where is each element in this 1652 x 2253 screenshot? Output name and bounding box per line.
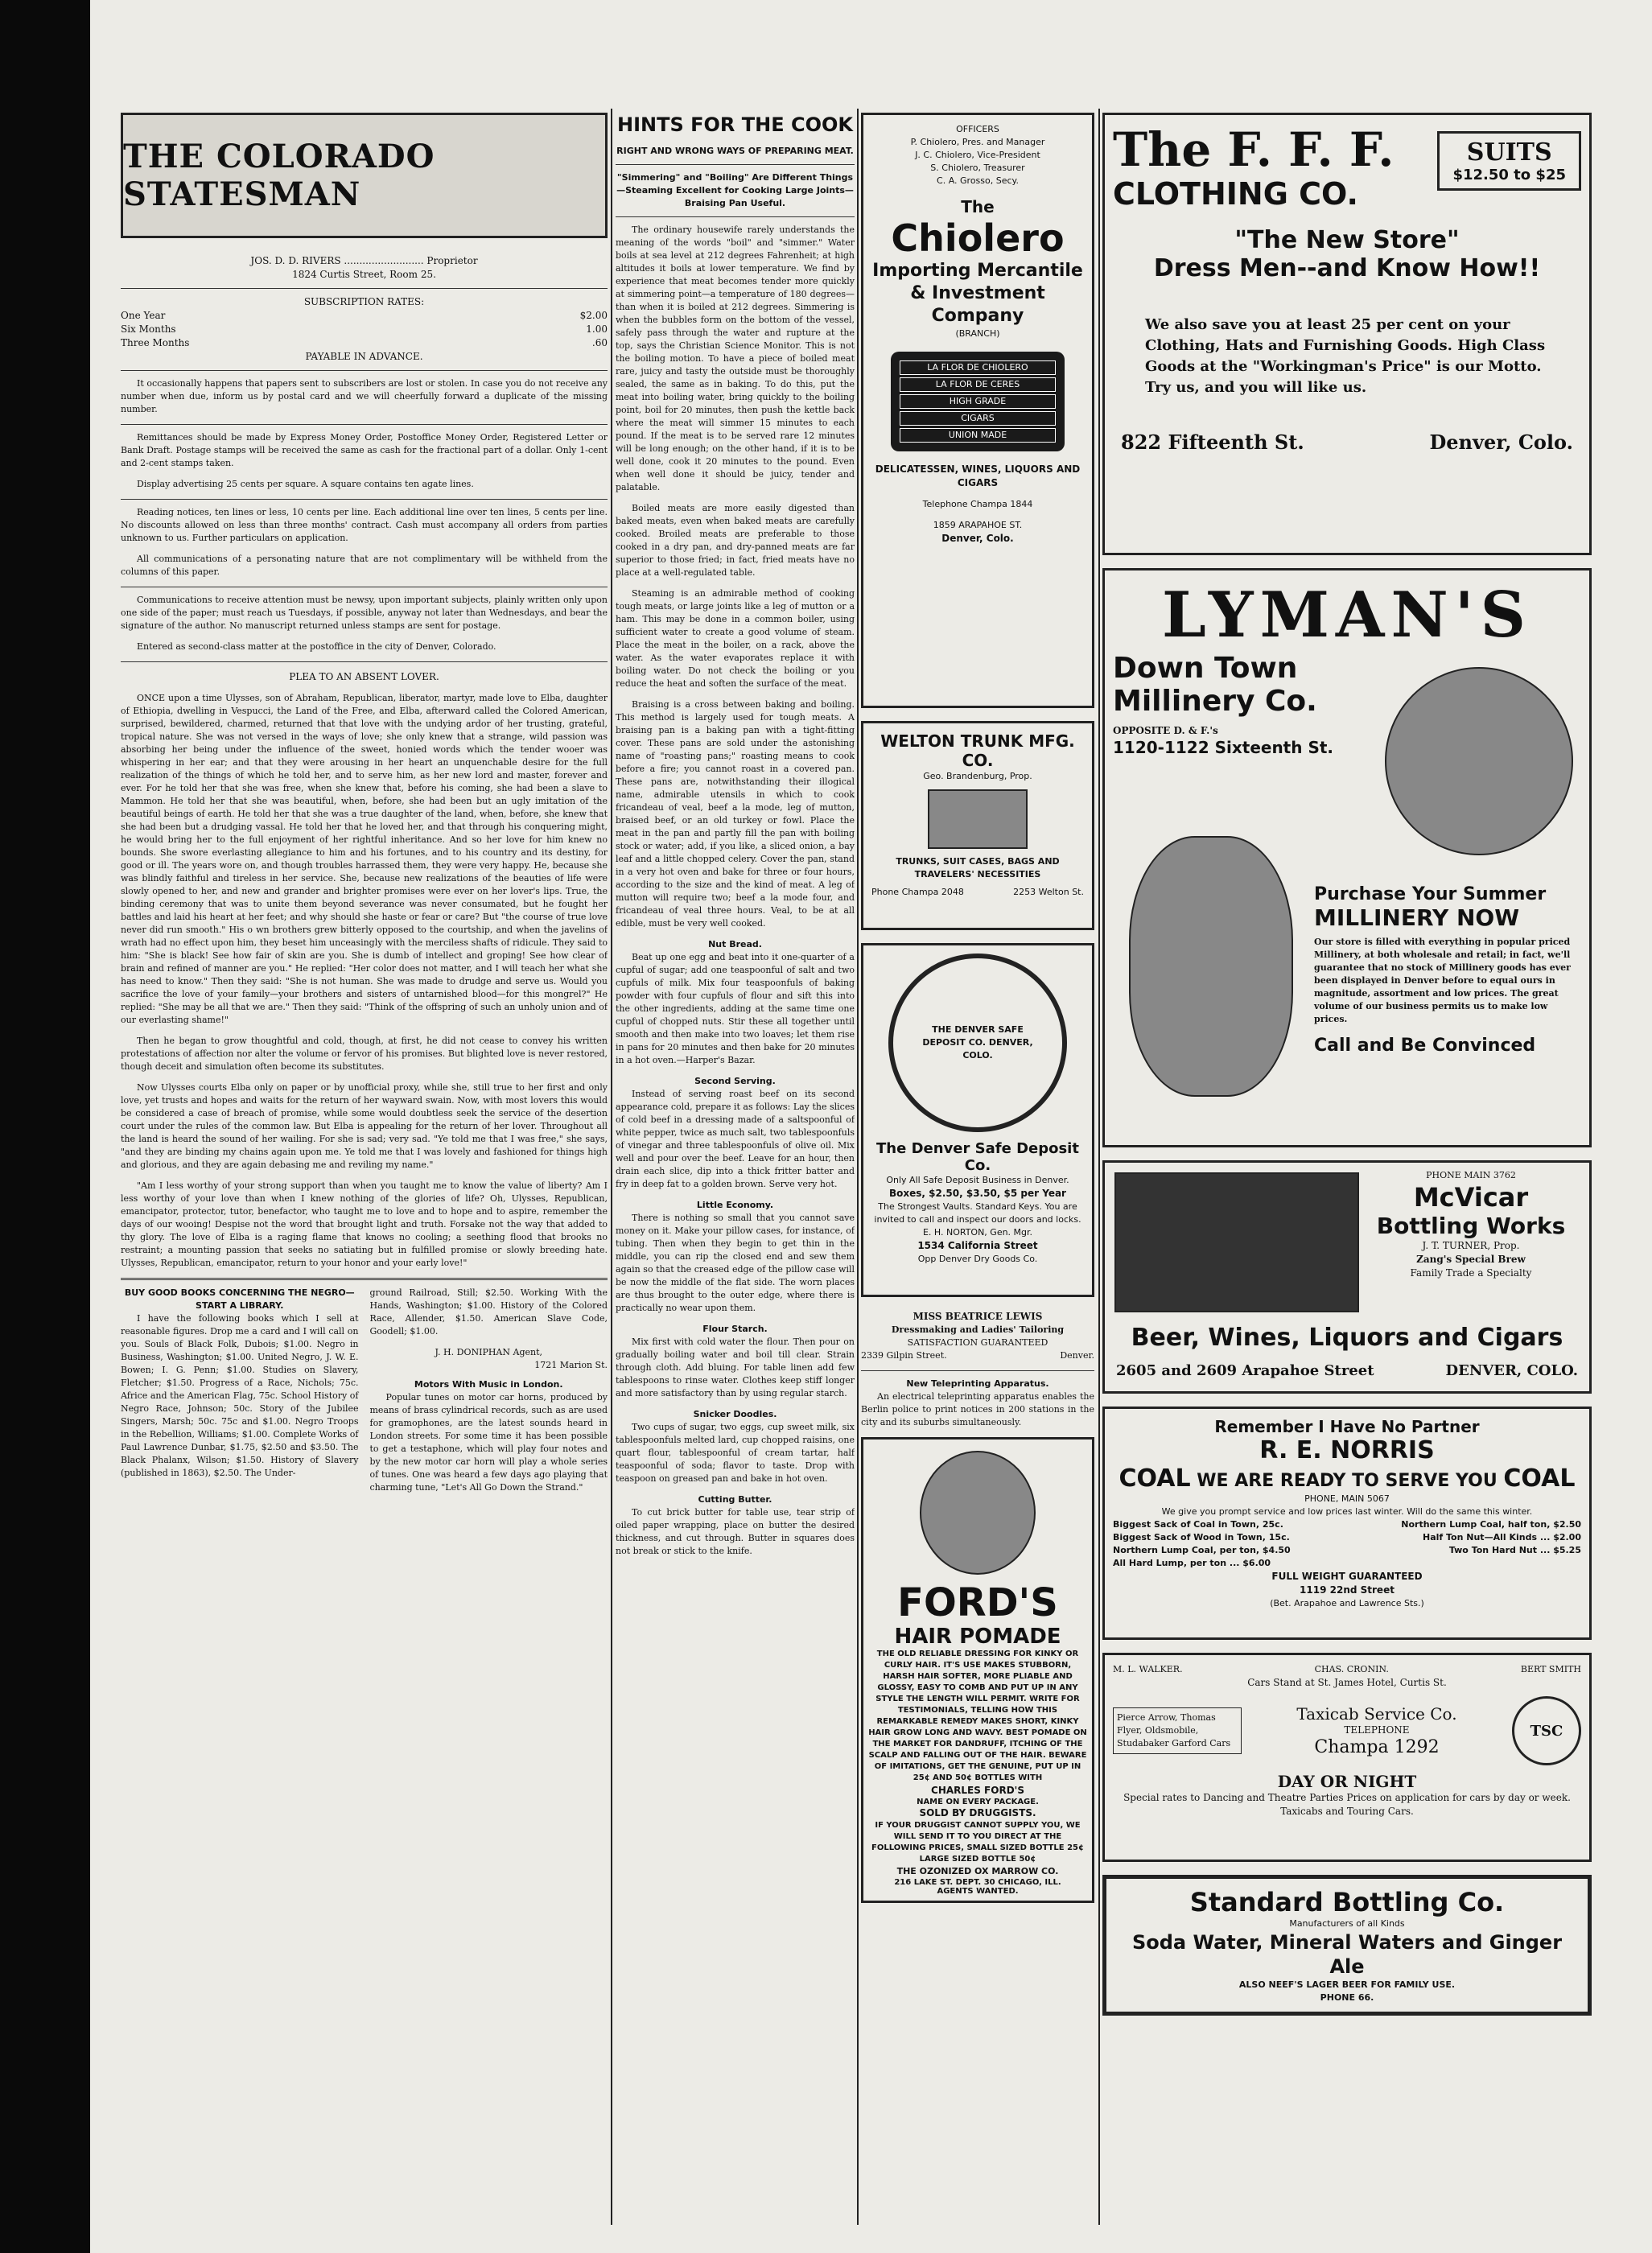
ad-goods: Beer, Wines, Liquors and Cigars: [1131, 1324, 1563, 1352]
masthead-title: THE COLORADO STATESMAN: [123, 138, 435, 213]
fff-clothing-ad: [1102, 113, 1592, 555]
trunk-illustration: [928, 789, 1028, 849]
ad-stand: Cars Stand at St. James Hotel, Curtis St.: [1247, 1677, 1447, 1688]
recipe-title: Nut Bread.: [708, 939, 762, 949]
recipe-title: Second Serving.: [694, 1076, 776, 1086]
column-rule: [1098, 109, 1100, 2225]
ad-company-name: The Denver Safe Deposit Co.: [876, 1140, 1079, 1174]
ad-address: 822 Fifteenth St.: [1121, 430, 1304, 454]
article-title: PLEA TO AN ABSENT LOVER.: [289, 671, 439, 682]
recipe-text: To cut brick butter for table use, tear strip of oiled paper wrapping, place on butter the desired thickness, and cut through. Butter in squares does not break or stick to the knife.: [616, 1507, 855, 1556]
ad-heading: Purchase Your Summer: [1314, 884, 1547, 904]
ad-address: 2339 Gilpin Street.: [861, 1350, 947, 1361]
ad-company-name: LYMAN'S: [1162, 579, 1532, 652]
ad-address: 1534 California Street: [917, 1240, 1038, 1251]
ad-phone: PHONE, MAIN 5067: [1304, 1493, 1390, 1504]
cook-paragraph: Steaming is an admirable method of cooking tough meats, or large joints like a leg of mutton or a ham. This may be done in a common boiler, using sufficient water to create a good volume of steam. Place the meat in the boiler, on a rack, above the water. As the water evaporates replace it with boiling water. Do not check the boiling or you reduce the heat and soften the surface of the meat.: [616, 588, 855, 689]
suits-box: SUITS $12.50 to $25: [1437, 131, 1581, 191]
ad-heading: Remember I Have No Partner: [1214, 1417, 1480, 1436]
ad-phone: Champa 1292: [1314, 1737, 1440, 1757]
ad-brand: FORD'S: [897, 1580, 1058, 1625]
recipe-text: Instead of serving roast beef on its second appearance cold, prepare it as follows: Lay the slices of cold beef in a dressing made of a saltspoonful of white pepper, twice as much salt, two tablespoonfuls of vinegar and three tablespoonfuls of olive oil. Mix well and pour over the beef. Leave for an hour, then drain each slice, dip into a thick fritter batter and fry in deep fat to a golden brown. Serve very hot.: [616, 1089, 855, 1189]
ad-phone: Phone Champa 2048: [871, 887, 964, 897]
ad-goods: TRUNKS, SUIT CASES, BAGS AND TRAVELERS' NECESSITIES: [896, 856, 1060, 879]
subscription-heading: SUBSCRIPTION RATES:: [303, 296, 425, 307]
books-section: [121, 1287, 608, 1502]
ad-prop: J. T. TURNER, Prop.: [1422, 1240, 1520, 1251]
ad-city: DENVER, COLO.: [1445, 1362, 1578, 1379]
rate-row: Six Months 1.00: [121, 323, 608, 335]
ad-text: We also save you at least 25 per cent on your Clothing, Hats and Furnishing Goods. High Class Goods at the "Workingman's Price" is our Motto. Try us, and you will like us.: [1145, 316, 1546, 396]
ad-product: HAIR POMADE: [894, 1625, 1061, 1649]
ad-text: THE OLD RELIABLE DRESSING FOR KINKY OR CURLY HAIR. IT'S USE MAKES STUBBORN, HARSH HAIR SOFTER, MORE PLIABLE AND GLOSSY, EASY TO COMB AND PUT UP IN ANY STYLE THE LENGTH WILL PERMIT. WRITE FOR TESTIMONIALS, TELLING HOW THIS REMARKABLE REMEDY MAKES SHORT, KINKY HAIR GROW LONG AND WAVY. BEST POMADE ON THE MARKET FOR DANDRUFF, ITCHING OF THE SCALP AND FALLING OUT OF THE HAIR. BEWARE OF IMITATIONS, GET THE GENUINE, PUT UP IN 25¢ AND 50¢ BOTTLES WITH: [868, 1650, 1087, 1782]
ad-address: 2605 and 2609 Arapahoe Street: [1116, 1362, 1374, 1379]
safe-deposit-seal: THE DENVER SAFE DEPOSIT CO. DENVER, COLO.: [888, 954, 1067, 1132]
column-rule: [857, 109, 859, 2225]
notice-text: Remittances should be made by Express Money Order, Postoffice Money Order, Registered Letter or Bank Draft. Postage stamps will be received the same as cash for the fractional part of a dollar. Only 1-cent and 2-cent stamps taken.: [121, 432, 608, 468]
ad-address: 1859 ARAPAHOE ST.: [933, 520, 1023, 530]
woman-illustration: [1129, 836, 1293, 1097]
article-paragraph: ONCE upon a time Ulysses, son of Abraham, Republican, liberator, martyr, made love to Elba, daughter of Ethiopia, dwelling in Vespucci, the Land of the Free, and Elba, afterward called the Colored American, surprised, bewildered, charmed, returned that that love with the undying ardor of her trusting, grateful, tropical nature. She was not versed in the ways of love; she only knew that a strange, wild passion was absorbing her being under the influence of the sweet, honied words which the tender wooer was whispering in her ear; and that they were arousing in her heart an unquenchable desire for the full realization of the things of which he told her, and to serve him, as her new lord and master, forever and ever. For he told her that she was free, when she knew that, before his coming, she had been a slave to Mammon. He told her that she was beautiful, when, before, she had been but an ugly imitation of the beautiful beings of earth. He told her that she was a true daughter of the land, when, before, she knew that she had been but a drudging vassal. He told her that he loved her, and that through his conquering might, he would bring her to the full enjoyment of her rightful inheritance. And so her love for him knew no bounds. She swore everlasting allegiance to him and his fortunes, and to his country and its destiny, for good or ill. The years wore on, and though troubles harrassed them, they were very happy. He, because she was blindly faithful and tireless in her service. She, because new realizations of the beauties of life were slowly opened to her, and new and grander and brighter promises were ever on her lover's lips. True, the binding ceremony that was to unite them beyond severance was never consumated, but he fought her battles and laid his heart at her feet; and why should she haste or fear or care? But "the course of true love never did run smooth." His o wn brothers grew bitterly opposed to the courtship, and when the javelins of wrath had no effect upon him, they beset him unceasingly with the merciless shafts of ridicule. They said to him: "She is black! See how fair of skin are you. She is dumb of intellect and groping! See how clear of brain and refined of manner are you." He replied: "Her color does not matter, and I will teach her what she has need to know." Then they said: "She is not human. She was made to drudge and serve us. Would you sacrifice the love of your family—your brothers and sisters of untarnished blood—for this mongrel?" He replied: "She may be all that we are." Then they said: "Think of the offspring of such an unholy union and of our everlasting shame!": [121, 693, 608, 1025]
masthead: [121, 113, 608, 238]
notice-text: Entered as second-class matter at the postoffice in the city of Denver, Colorado.: [137, 641, 496, 652]
notice-text: All communications of a personating nature that are not complimentary will be withheld from the columns of this paper.: [121, 554, 608, 577]
ad-cars: Pierce Arrow, Thomas Flyer, Oldsmobile, Studabaker Garford Cars: [1113, 1707, 1242, 1754]
column-hints-for-cook: [616, 113, 855, 2205]
officer-line: C. A. Grosso, Secy.: [937, 175, 1019, 186]
office-address: 1824 Curtis Street, Room 25.: [292, 269, 436, 280]
rate-row: Three Months .60: [121, 337, 608, 348]
tsc-logo: TSC: [1512, 1696, 1581, 1765]
recipe-title: Little Economy.: [696, 1200, 774, 1210]
column-ads-middle: [861, 113, 1094, 2205]
cook-subtitle: RIGHT AND WRONG WAYS OF PREPARING MEAT.: [616, 146, 854, 156]
books-address: 1721 Marion St.: [534, 1360, 608, 1370]
ad-location: Opp Denver Dry Goods Co.: [917, 1254, 1038, 1264]
payable-line: PAYABLE IN ADVANCE.: [305, 351, 423, 362]
ad-company-name: The F. F. F.: [1113, 122, 1395, 177]
proprietor-line: JOS. D. D. RIVERS .......................... Proprietor: [250, 255, 478, 266]
ad-company-name: WELTON TRUNK MFG. CO.: [880, 731, 1075, 770]
ad-company-name: Standard Bottling Co.: [1189, 1887, 1505, 1917]
building-illustration: [1114, 1172, 1359, 1312]
ad-guarantee: SATISFACTION GUARANTEED: [907, 1337, 1048, 1348]
ad-heading: MILLINERY NOW: [1314, 904, 1520, 931]
recipe-title: Flour Starch.: [702, 1324, 768, 1334]
taxicab-ad: M. L. WALKER. CHAS. CRONIN. BERT SMITH Cars Stand at St. James Hotel, Curtis St. Pierce Arrow, Thomas Flyer, Oldsmobile, Studabaker Garford Cars Taxicab Service Co. TELEPHONE Champa 1292 TSC DAY OR NIGHT Special rates to Dancing and Theatre Parties Prices on application for cars by day or week. Taxicabs and Touring Cars.: [1102, 1653, 1592, 1862]
ad-trade: Dressmaking and Ladies' Tailoring: [891, 1324, 1065, 1335]
ad-slogan: "The New Store": [1234, 226, 1460, 254]
ad-city: Denver, Colo.: [1429, 430, 1573, 454]
ad-city: Denver, Colo.: [941, 533, 1014, 544]
teleprint-text: An electrical teleprinting apparatus enables the Berlin police to print notices in 200 stations in the city and its suburbs simultaneously.: [861, 1391, 1094, 1427]
ad-the: The: [961, 197, 995, 216]
article-paragraph: "Am I less worthy of your strong support than when you taught me to know the value of liberty? Am I less worthy of your love than when I knew nothing of the glories of life? Oh, Ulysses, Republican, emancipator, protector, tutor, benefactor, who taught me to love and to hope and to aspire, remember the days of our wooing! Despise not the word that brought light and truth. Forsake not the way that added to thy glory. The love of Elba is a raging flame that knows no cooling; a seething flood that brooks no restraint; a mounting passion that seeks no satiating but in fulfilled promise or slowly breeding hate. Ulysses, Republican, emancipator, return to your honor and your early love!": [121, 1180, 608, 1268]
ad-goods: Soda Water, Mineral Waters and Ginger Ale: [1131, 1931, 1563, 1978]
ad-company-name: McVicar: [1413, 1182, 1529, 1213]
article-paragraph: Now Ulysses courts Elba only on paper or by unofficial proxy, while she, still true to her first and only love, yet trusts and hopes and waits for the return of her wayward swain. Now, with most lovers this would be considered a case of breach of promise, while some would doubtless seek the service of the desertion court under the rules of the common law. But Elba is appealing for the return of her lover. Throughout all the land is heard the sound of her wailing. For she is sad; very sad. "Ye told me that I was free," she says, "and they are binding my chains again upon me. Ye told me that I was lovely and fashioned for things high and glorious, and they are again debasing me and reviling my name.": [121, 1082, 608, 1170]
ad-sold: SOLD BY DRUGGISTS.: [919, 1807, 1036, 1818]
cook-title: HINTS FOR THE COOK: [617, 113, 853, 136]
ad-prop: Geo. Brandenburg, Prop.: [923, 771, 1032, 781]
ad-address: 1120-1122 Sixteenth St.: [1113, 738, 1334, 757]
ad-slogan: Dress Men--and Know How!!: [1153, 254, 1541, 282]
ad-company-name: Chiolero: [891, 216, 1065, 260]
chiolero-ad: [861, 113, 1094, 708]
ad-location: OPPOSITE D. & F.'s: [1113, 725, 1218, 736]
cook-paragraph: The ordinary housewife rarely understands the meaning of the words "boil" and "simmer." Water boils at sea level at 212 degrees Fahrenheit; at high altitudes it boils at lower temperature. We find by experience that meat becomes tender more quickly at simmering point—a temperature of 180 degrees—than when it is boiled at 212 degrees. Simmering is when the bubbles form on the bottom of the vessel, safely pass through the water and rupture at the top, says the Christian Science Monitor. This is not the boiling motion. To have a piece of boiled meat rare, juicy and tasty the outside must be thoroughly sealed, the same as in baking. To do this, put the meat into boiling water, bring quickly to the boiling point, boil for 20 minutes, then push the kettle back where the meat will simmer 15 minutes to each pound. If the meat is to be served rare 12 minutes will be long enough; on the other hand, if it is to be well done, cook it 20 minutes to the pound. Even when well done it should be juicy, tender and palatable.: [616, 224, 855, 492]
recipe-text: Mix first with cold water the flour. Then pour on gradually boiling water and boil till clear. Strain through cloth. Add bluing. For table linen add few tablespoons to rinse water. Clothes keep stiff longer and more satisfactory than by using regular starch.: [616, 1337, 855, 1398]
books-text: I have the following books which I sell at reasonable figures. Drop me a card and I will call on you. Souls of Black Folk, Dubois; $1.00. Negro in Business, Washington; $1.00. United Negro, J. W. E. Bowen; I. G. Penn; $1.00. Studies on Slavery, Fletcher; $1.50. Progress of a Race, Nichols; 75c. Africe and the American Flag, 75c. School History of Negro Race, Johnson; 50c. Story of the Jubilee Singers, Marsh; 50c. 75c and $1.00. Negro Troops in the Rebellion, Williams; $1.00. Complete Works of Paul Lawrence Dunbar, $1.75, $2.50 and $3.50. The Black Phalanx, Wilson; $1.50. History of Slavery (published in 1863), $2.50. The Under-: [121, 1313, 359, 1478]
recipe-title: Cutting Butter.: [698, 1494, 772, 1505]
column-rule: [611, 109, 612, 2225]
hat-illustration: [1385, 667, 1573, 855]
ad-branch: (BRANCH): [955, 328, 1000, 339]
ad-desc: The Strongest Vaults. Standard Keys. You are invited to call and inspect our doors and locks.: [874, 1201, 1081, 1225]
ad-desc: Only All Safe Deposit Business in Denver.: [886, 1175, 1069, 1185]
cigar-brands-badge: LA FLOR DE CHIOLERO LA FLOR DE CERES HIGH GRADE CIGARS UNION MADE: [891, 352, 1065, 451]
ad-name: MISS BEATRICE LEWIS: [913, 1311, 1043, 1322]
ad-company-name-2: CLOTHING CO.: [1113, 176, 1358, 212]
norris-coal-ad: Remember I Have No Partner R. E. NORRIS COAL WE ARE READY TO SERVE YOU COAL PHONE, MAIN 5067 We give you prompt service and low prices last winter. Will do the same this winter. Biggest Sack of Coal in Town, 25c. Northern Lump Coal, half ton, $2.50 Biggest Sack of Wood in Town, 15c. Half Ton Nut—All Kinds ... $2.00 Northern Lump Coal, per ton, $4.50 Two Ton Hard Nut ... $5.25 All Hard Lump, per ton ... $6.00 FULL WEIGHT GUARANTEED 1119 22nd Street (Bet. Arapahoe and Lawrence Sts.): [1102, 1407, 1592, 1640]
officer-line: S. Chiolero, Treasurer: [930, 163, 1025, 173]
ad-address: 2253 Welton St.: [1013, 887, 1084, 897]
ad-phone: PHONE 66.: [1320, 1992, 1374, 2003]
ad-address: 1119 22nd Street: [1300, 1584, 1395, 1596]
notice-text: It occasionally happens that papers sent to subscribers are lost or stolen. In case you do not receive any number when due, inform us by postal card and we will cheerfully forward a duplicate of the missing number.: [121, 378, 608, 414]
ad-text: We give you prompt service and low prices last winter. Will do the same this winter.: [1161, 1506, 1533, 1517]
ad-phone: PHONE MAIN 3762: [1426, 1170, 1516, 1180]
rate-row: One Year $2.00: [121, 310, 608, 321]
ad-city: Denver.: [1060, 1350, 1094, 1361]
welton-trunk-ad: [861, 721, 1094, 930]
ad-company-desc: Importing Mercantile & Investment Company: [872, 261, 1083, 326]
lewis-ad: [861, 1310, 1094, 1362]
scan-margin: [0, 0, 90, 2253]
ad-company-name: Taxicab Service Co.: [1296, 1704, 1457, 1724]
portrait-illustration: [920, 1451, 1036, 1575]
mcvicar-bottling-ad: PHONE MAIN 3762 McVicar Bottling Works J. T. TURNER, Prop. Zang's Special Brew Family Trade a Specialty Beer, Wines, Liquors and Cigars 2605 and 2609 Arapahoe Street DENVER, COLO.: [1102, 1160, 1592, 1394]
teleprint-title: New Teleprinting Apparatus.: [906, 1378, 1049, 1389]
notice-text: Communications to receive attention must be newsy, upon important subjects, plainly written only upon one side of the paper; must reach us Tuesdays, if possible, anyway not later than Wednesdays, and bear the signature of the author. No manuscript returned unless stamps are sent for postage.: [121, 595, 608, 631]
notice-text: Reading notices, ten lines or less, 10 cents per line. Each additional line over ten lines, 5 cents per line. No discounts allowed on less than three months' contract. Cash must accompany all orders from parties unknown to us. Further particulars on application.: [121, 507, 608, 543]
books-agent: J. H. DONIPHAN Agent,: [435, 1347, 542, 1357]
officer-line: P. Chiolero, Pres. and Manager: [910, 137, 1045, 147]
ad-cta: Call and Be Convinced: [1314, 1036, 1536, 1056]
notice-text: Display advertising 25 cents per square. A square contains ten agate lines.: [137, 479, 474, 489]
standard-bottling-ad: Standard Bottling Co. Manufacturers of all Kinds Soda Water, Mineral Waters and Ginger Ale ALSO NEEF'S LAGER BEER FOR FAMILY USE. PHONE 66.: [1102, 1875, 1592, 2016]
officers-title: OFFICERS: [956, 124, 999, 134]
books-title: BUY GOOD BOOKS CONCERNING THE NEGRO—START A LIBRARY.: [124, 1287, 355, 1311]
cook-paragraph: Braising is a cross between baking and boiling. This method is largely used for tough meats. A braising pan is a baking pan with a tight-fitting cover. These pans are sold under the astonishing name of "roasting pans;" roasting means to cook before a fire; you cannot roast in a covered pan. These pans are, notwithstanding their illogical name, admirable utensils in which to cook fricandeau of veal, beef a la mode, leg of mutton, braised beef, or an old turkey or fowl. Place the meat in the pan and partly fill the pan with boiling stock or water; add, if you like, a sliced onion, a bay leaf and a little chopped celery. Cover the pan, stand in a very hot oven and bake for three or four hours, according to the size and the kind of meat. A leg of mutton will require two; beef a la mode four, and fricandeau of veal three hours. Veal, to be at all edible, must be very well cooked.: [616, 699, 855, 929]
recipe-text: Beat up one egg and beat into it one-quarter of a cupful of sugar; add one teaspoonful of salt and two cupfuls of milk. Mix four teaspoonfuls of baking powder with four cupfuls of flour and sift this into the other ingredients, adding at the same time one cupful of chopped nuts. Stir these all together until smooth and then make into two loaves; let them rise in pans for 20 minutes and then bake for 20 minutes in a hot oven.—Harper's Bazar.: [616, 952, 855, 1065]
ad-manager: E. H. NORTON, Gen. Mgr.: [922, 1227, 1033, 1238]
ad-text: Special rates to Dancing and Theatre Parties Prices on application for cars by day or week. Taxicabs and Touring Cars.: [1123, 1792, 1571, 1817]
article-paragraph: Then he began to grow thoughtful and cold, though, at first, he did not cease to convey his written protestations of affection nor alter the volume or fervor of his promises. But blighted love is never restored, though deceit and simulation often become its substitutes.: [121, 1036, 608, 1072]
column-ads-right: [1102, 113, 1592, 2205]
motors-title: Motors With Music in London.: [414, 1379, 563, 1390]
ad-price: Boxes, $2.50, $3.50, $5 per Year: [889, 1188, 1066, 1199]
recipe-text: Two cups of sugar, two eggs, cup sweet milk, six tablespoonfuls melted lard, cup chopped raisins, one quart flour, tablespoonful of cream tartar, half teaspoonful of soda; flavor to taste. Drop with teaspoon on greased pan and bake in hot oven.: [616, 1422, 855, 1484]
denver-safe-deposit-ad: [861, 943, 1094, 1297]
motors-text: Popular tunes on motor car horns, produced by means of brass cylindrical records, such as are used for gramophones, are the latest sounds heard in London streets. For some time it has been possible to get a testaphone, which will play four notes and by the new motor car horn will play a whole series of tunes. One was heard a few days ago playing that charming tune, "Let's All Go Down the Strand.": [369, 1392, 608, 1493]
recipe-title: Snicker Doodles.: [693, 1409, 777, 1419]
officer-line: J. C. Chiolero, Vice-President: [915, 150, 1040, 160]
ad-phone: Telephone Champa 1844: [922, 499, 1033, 509]
ad-text: Our store is filled with everything in popular priced Millinery, at both wholesale and retail; in fact, we'll guarantee that no stock of Millinery goods has ever been displayed in Denver before to equal ours in magnitude, assortment and low prices. The great volume of our business permits us to make low prices.: [1314, 937, 1571, 1024]
lymans-millinery-ad: LYMAN'S Down Town Millinery Co. OPPOSITE D. & F.'s 1120-1122 Sixteenth St. Purchase Your Summer MILLINERY NOW Our store is filled with everything in popular priced Millinery, at both wholesale and retail; in fact, we'll guarantee that no stock of Millinery goods has ever been displayed in Denver before to equal ours in magnitude, assortment and low prices. The great volume of our business permits us to make low prices. Call and Be Convinced: [1102, 568, 1592, 1147]
fords-pomade-ad: FORD'S HAIR POMADE THE OLD RELIABLE DRESSING FOR KINKY OR CURLY HAIR. IT'S USE MAKES STUBBORN, HARSH HAIR SOFTER, MORE PLIABLE AND GLOSSY, EASY TO COMB AND PUT UP IN ANY STYLE THE LENGTH WILL PERMIT. WRITE FOR TESTIMONIALS, TELLING HOW THIS REMARKABLE REMEDY MAKES SHORT, KINKY HAIR GROW LONG AND WAVY. BEST POMADE ON THE MARKET FOR DANDRUFF, ITCHING OF THE SCALP AND FALLING OUT OF THE HAIR. BEWARE OF IMITATIONS, GET THE GENUINE, PUT UP IN 25¢ AND 50¢ BOTTLES WITH CHARLES FORD'S NAME ON EVERY PACKAGE. SOLD BY DRUGGISTS. IF YOUR DRUGGIST CANNOT SUPPLY YOU, WE WILL SEND IT TO YOU DIRECT AT THE FOLLOWING PRICES, SMALL SIZED BOTTLE 25¢ LARGE SIZED BOTTLE 50¢ THE OZONIZED OX MARROW CO. 216 LAKE ST. DEPT. 30 CHICAGO, ILL. AGENTS WANTED.: [861, 1437, 1094, 1903]
column-editorial: [121, 113, 608, 2205]
cook-deck: "Simmering" and "Boiling" Are Different Things—Steaming Excellent for Cooking Large Joints—Braising Pan Useful.: [616, 172, 854, 208]
cook-paragraph: Boiled meats are more easily digested than baked meats, even when baked meats are carefully cooked. Broiled meats are preferable to those cooked in a dry pan, and dry-panned meats are far superior to those fried; in fact, fried meats have no place at a well-regulated table.: [616, 503, 855, 578]
books-text-cont: ground Railroad, Still; $2.50. Working With the Hands, Washington; $1.00. History of the Colored Race, Allender, $1.50. American Slave Code, Goodell; $1.00.: [369, 1287, 608, 1337]
recipe-text: There is nothing so small that you cannot save money on it. Make your pillow cases, for instance, of tubing. Then when they begin to get thin in the middle, you can rip the closed end and sew them again so that the creased edge of the pillow case will be now the middle of the flat side. The worn places are thus brought to the outer edge, where there is practically no wear upon them.: [616, 1213, 855, 1313]
ad-company-name: R. E. NORRIS: [1259, 1436, 1435, 1464]
ad-goods: DELICATESSEN, WINES, LIQUORS AND CIGARS: [875, 463, 1081, 488]
ad-company: THE OZONIZED OX MARROW CO.: [896, 1866, 1059, 1876]
ad-signature: CHARLES FORD'S: [931, 1785, 1024, 1796]
ad-address: 216 LAKE ST. DEPT. 30 CHICAGO, ILL.: [894, 1878, 1061, 1887]
